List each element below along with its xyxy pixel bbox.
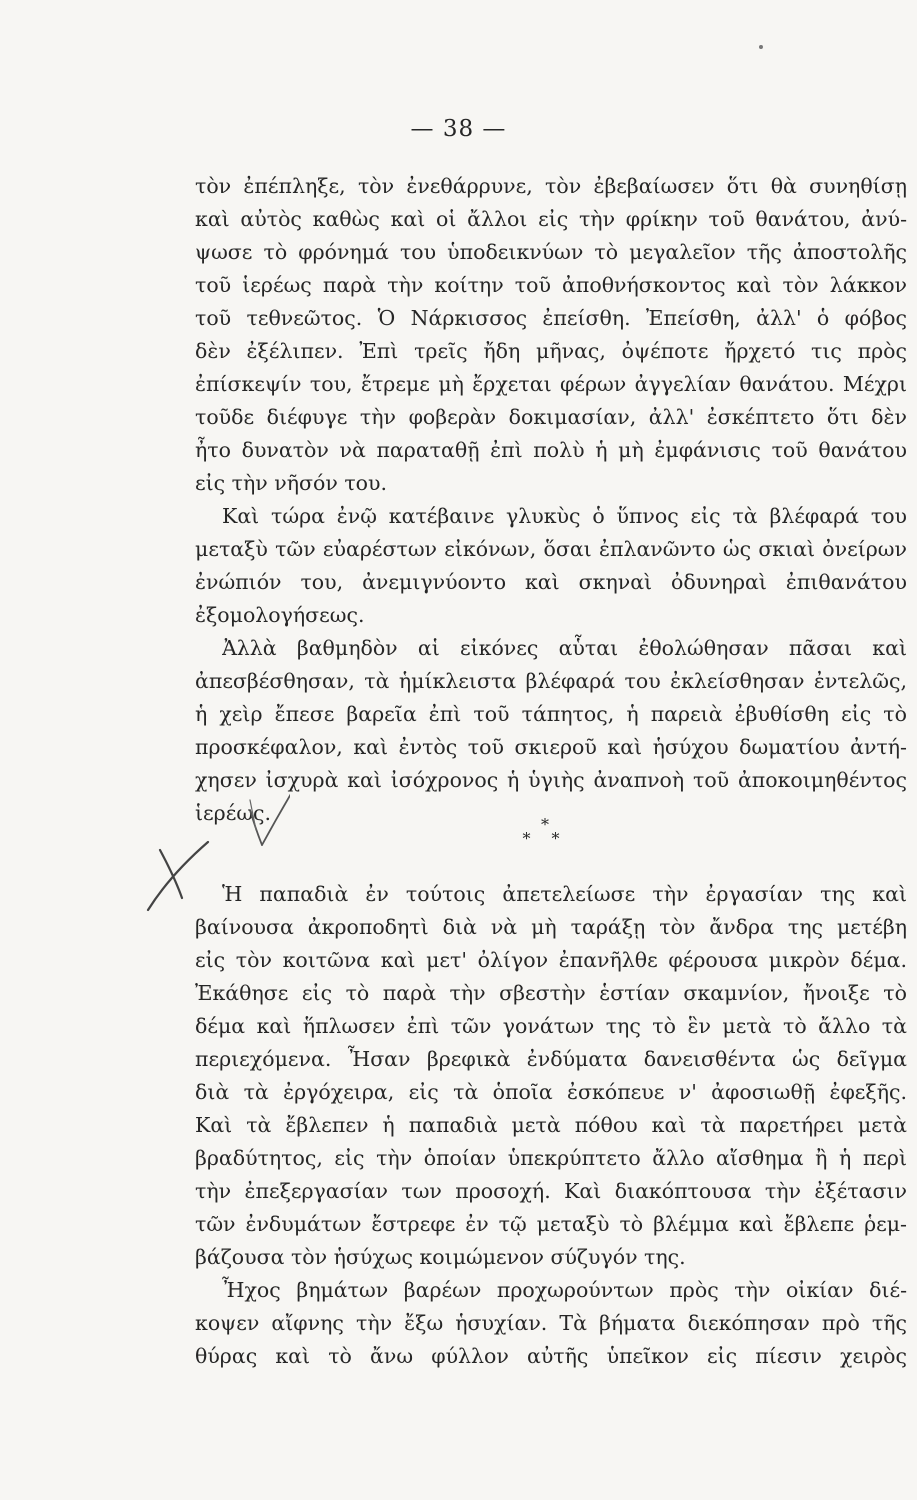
text-line: διὰ τὰ ἐργόχειρα, εἰς τὰ ὁποῖα ἐσκόπευε ν' ἀφοσιωθῇ ἐφεξῆς. (195, 1080, 907, 1104)
text-line: τοῦ ἱερέως παρὰ τὴν κοίτην τοῦ ἀποθνήσκοντος καὶ τὸν λάκκον (195, 273, 907, 297)
text-line: εἰς τὴν νῆσόν του. (195, 471, 387, 495)
text-line: ἦτο δυνατὸν νὰ παραταθῇ ἐπὶ πολὺ ἡ μὴ ἐμφάνισις τοῦ θανάτου (195, 438, 907, 462)
asterism-bottom: * * (522, 829, 568, 848)
text-line: δὲν ἐξέλιπεν. Ἐπὶ τρεῖς ἤδη μῆνας, ὀψέποτε ἤρχετό τις πρὸς (195, 339, 907, 363)
text-line: χησεν ἰσχυρὰ καὶ ἰσόχρονος ἡ ὑγιὴς ἀναπνοὴ τοῦ ἀποκοιμηθέντος (195, 768, 907, 792)
text-line: περιεχόμενα. Ἦσαν βρεφικὰ ἐνδύματα δανεισθέντα ὡς δεῖγμα (195, 1047, 907, 1071)
text-line: βαίνουσα ἀκροποδητὶ διὰ νὰ μὴ ταράξῃ τὸν ἄνδρα της μετέβη (195, 915, 907, 939)
text-line: δέμα καὶ ἥπλωσεν ἐπὶ τῶν γονάτων της τὸ ἓν μετὰ τὸ ἄλλο τὰ (195, 1014, 907, 1038)
text-line: κοψεν αἴφνης τὴν ἔξω ἡσυχίαν. Τὰ βήματα διεκόπησαν πρὸ τῆς (195, 1311, 907, 1335)
text-line: καὶ αὐτὸς καθὼς καὶ οἱ ἄλλοι εἰς τὴν φρίκην τοῦ θανάτου, ἀνύ- (195, 207, 907, 231)
text-line: Ἦχος βημάτων βαρέων προχωρούντων πρὸς τὴν οἰκίαν διέ- (222, 1278, 907, 1302)
text-line: ἐξομολογήσεως. (195, 603, 365, 627)
text-line: μεταξὺ τῶν εὐαρέστων εἰκόνων, ὅσαι ἐπλανῶντο ὡς σκιαὶ ὀνείρων (195, 537, 907, 561)
text-line: ἱερέως. (195, 801, 272, 825)
text-line: Ἐκάθησε εἰς τὸ παρὰ τὴν σβεστὴν ἑστίαν σκαμνίον, ἤνοιξε τὸ (195, 981, 907, 1005)
text-line: ἐνώπιόν του, ἀνεμιγνύοντο καὶ σκηναὶ ὀδυνηραὶ ἐπιθανάτου (195, 570, 907, 594)
text-line: ψωσε τὸ φρόνημά του ὑποδεικνύων τὸ μεγαλεῖον τῆς ἀποστολῆς (195, 240, 907, 264)
text-line: ἀπεσβέσθησαν, τὰ ἡμίκλειστα βλέφαρά του ἐκλείσθησαν ἐντελῶς, (195, 669, 907, 693)
text-line: Καὶ τὰ ἔβλεπεν ἡ παπαδιὰ μετὰ πόθου καὶ τὰ παρετήρει μετὰ (195, 1113, 907, 1137)
text-line: εἰς τὸν κοιτῶνα καὶ μετ' ὀλίγον ἐπανῆλθε φέρουσα μικρὸν δέμα. (195, 948, 907, 972)
text-line: Καὶ τώρα ἐνῷ κατέβαινε γλυκὺς ὁ ὕπνος εἰς τὰ βλέφαρά του (222, 504, 907, 528)
text-line: τὸν ἐπέπληξε, τὸν ἐνεθάρρυνε, τὸν ἐβεβαίωσεν ὅτι θὰ συνηθίσῃ (195, 174, 907, 198)
text-line: τῶν ἐνδυμάτων ἔστρεφε ἐν τῷ μεταξὺ τὸ βλέμμα καὶ ἔβλεπε ῥεμ- (195, 1212, 907, 1236)
text-line: τοῦ τεθνεῶτος. Ὁ Νάρκισσος ἐπείσθη. Ἐπείσθη, ἀλλ' ὁ φόβος (195, 306, 907, 330)
asterism-separator (520, 815, 570, 848)
text-line: ἡ χεὶρ ἔπεσε βαρεῖα ἐπὶ τοῦ τάπητος, ἡ παρειὰ ἐβυθίσθη εἰς τὸ (195, 702, 907, 726)
text-line: θύρας καὶ τὸ ἄνω φύλλον αὐτῆς ὑπεῖκον εἰς πίεσιν χειρὸς (195, 1344, 907, 1368)
text-line: τοῦδε διέφυγε τὴν φοβερὰν δοκιμασίαν, ἀλλ' ἐσκέπτετο ὅτι δὲν (195, 405, 907, 429)
text-line: βάζουσα τὸν ἡσύχως κοιμώμενον σύζυγόν της. (195, 1245, 686, 1269)
page-number: — 38 — (410, 116, 507, 142)
text-line: Ἡ παπαδιὰ ἐν τούτοις ἀπετελείωσε τὴν ἐργασίαν της καὶ (222, 882, 907, 906)
paper-speck (759, 45, 763, 49)
text-line: ἐπίσκεψίν του, ἔτρεμε μὴ ἔρχεται φέρων ἀγγελίαν θανάτου. Μέχρι (195, 372, 907, 396)
text-line: τὴν ἐπεξεργασίαν των προσοχή. Καὶ διακόπτουσα τὴν ἐξέτασιν (195, 1179, 907, 1203)
text-line: βραδύτητος, εἰς τὴν ὁποίαν ὑπεκρύπτετο ἄλλο αἴσθημα ἢ ἡ περὶ (195, 1146, 907, 1170)
text-line: προσκέφαλον, καὶ ἐντὸς τοῦ σκιεροῦ καὶ ἡσύχου δωματίου ἀντή- (195, 735, 907, 759)
text-line: Ἀλλὰ βαθμηδὸν αἱ εἰκόνες αὗται ἐθολώθησαν πᾶσαι καὶ (222, 636, 907, 660)
asterism-top: * (541, 815, 549, 834)
